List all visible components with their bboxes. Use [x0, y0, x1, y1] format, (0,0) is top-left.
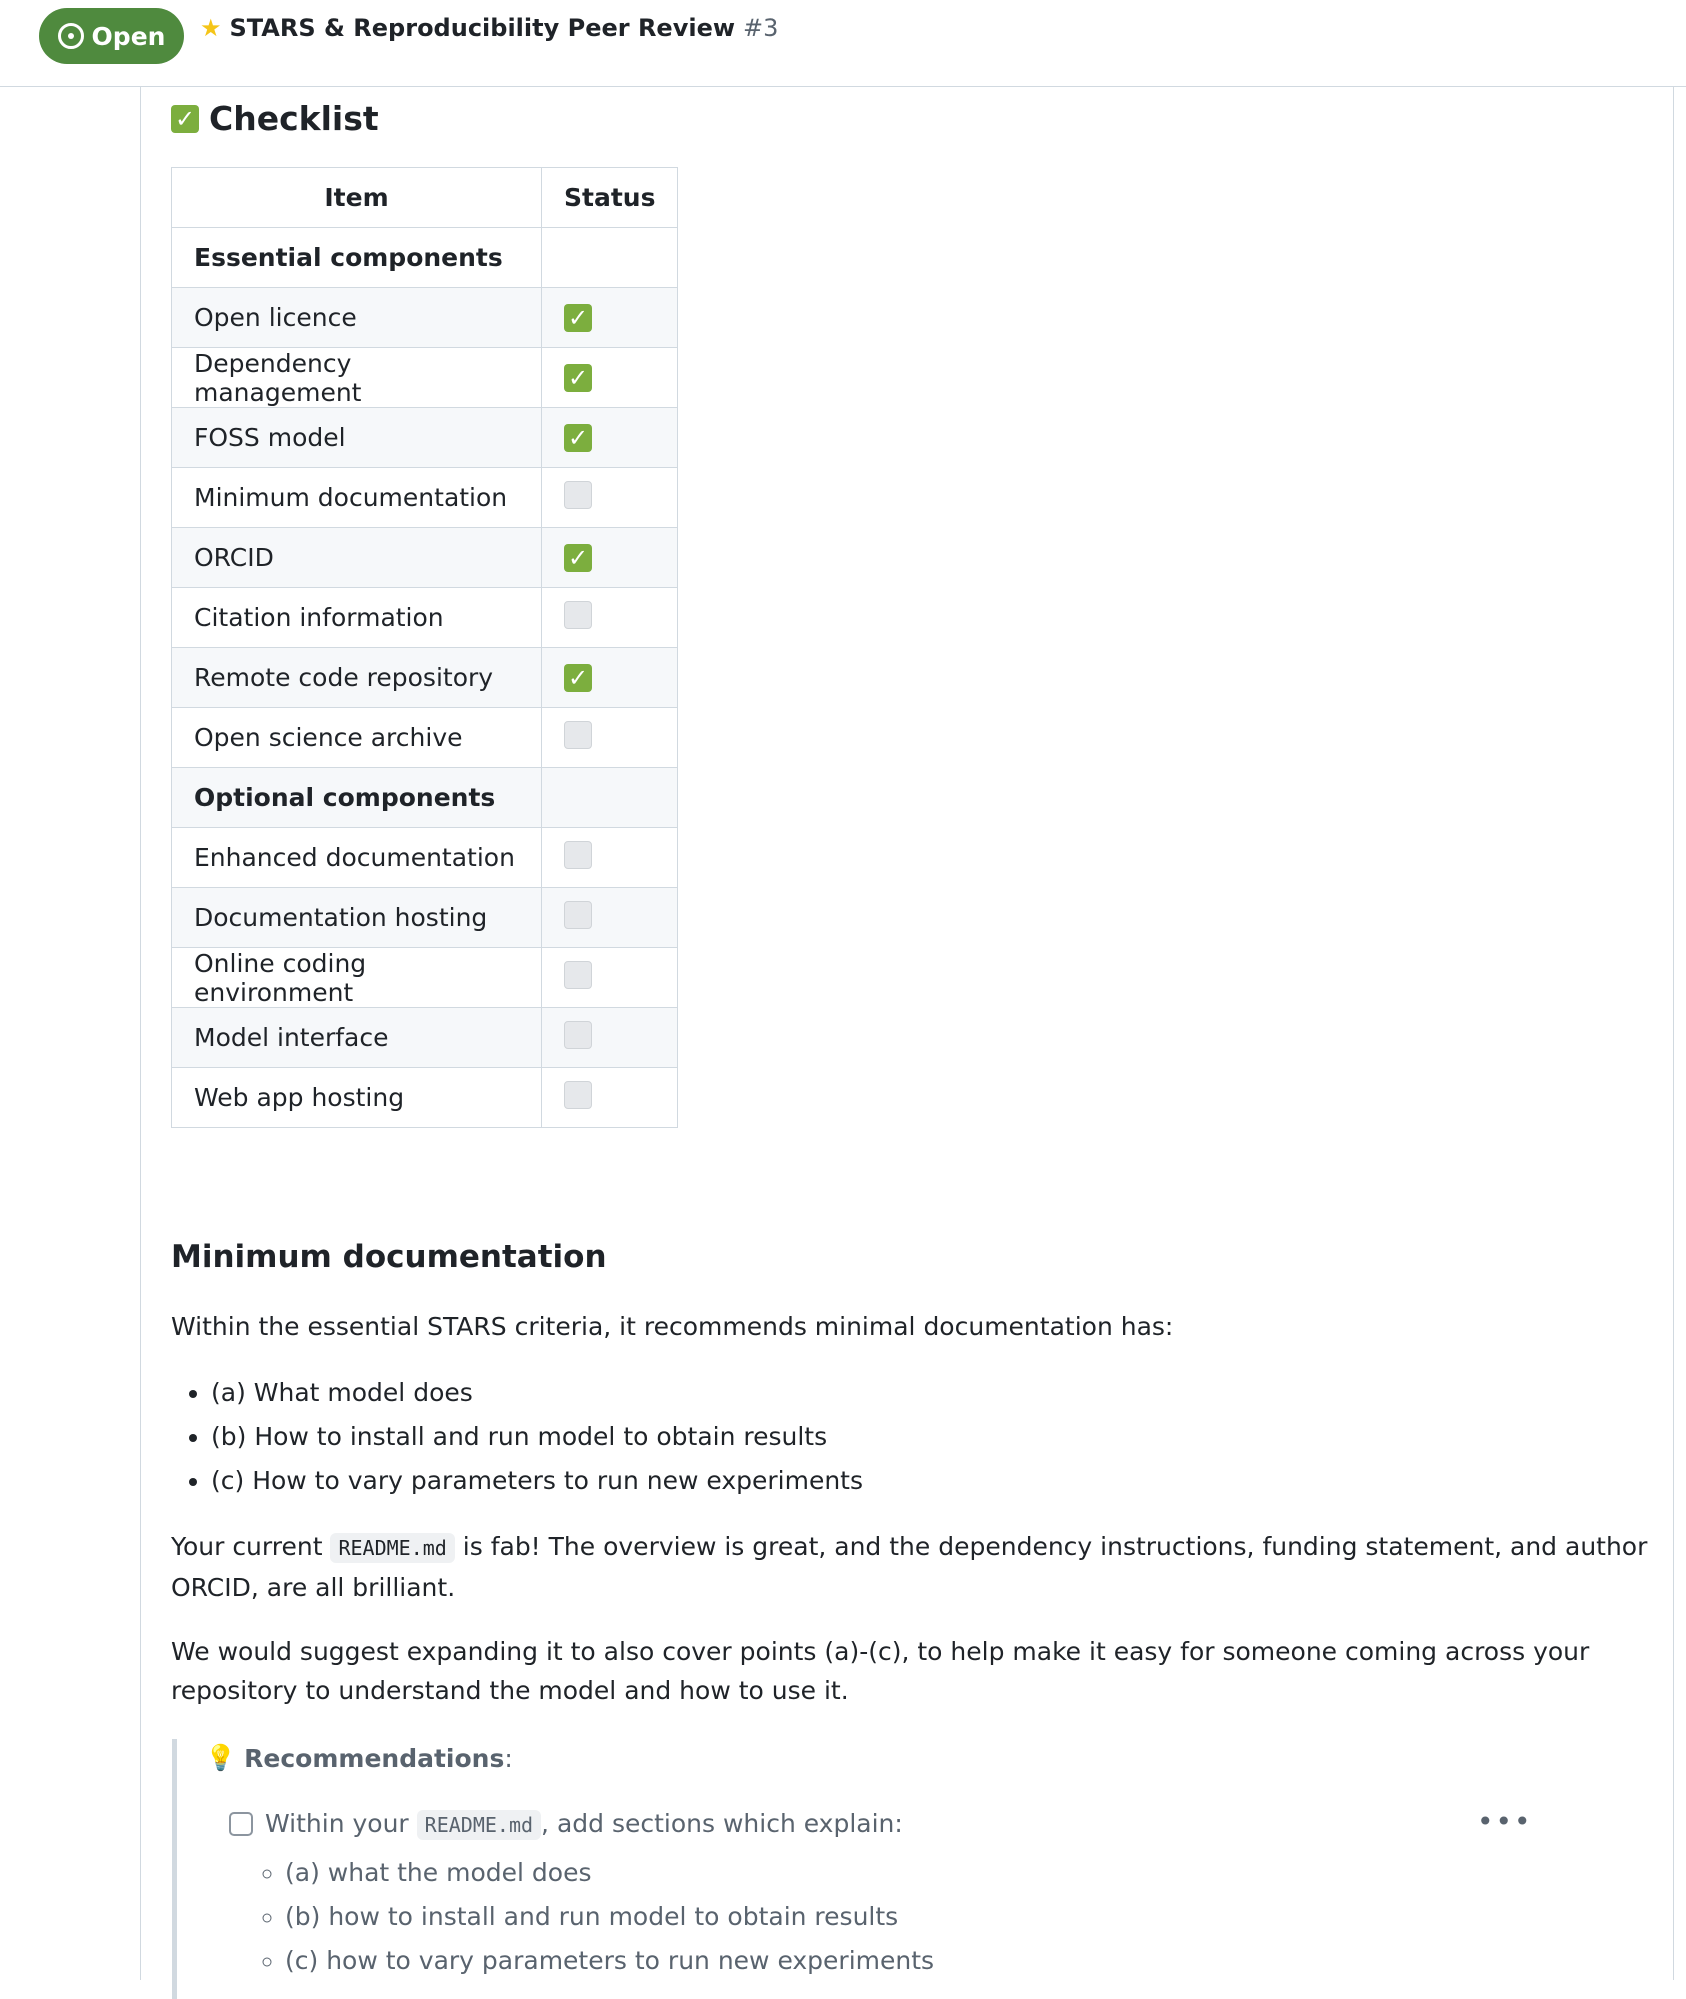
checklist-heading-text: Checklist	[209, 99, 379, 138]
item-label: FOSS model	[172, 408, 542, 468]
empty-square-icon	[564, 601, 592, 629]
item-label: ORCID	[172, 528, 542, 588]
suggestion-paragraph: We would suggest expanding it to also cover points (a)-(c), to help make it easy for someone coming across your repository to understand the model and how to use it.	[171, 1637, 1590, 1705]
status-cell	[542, 768, 678, 828]
item-label: Online coding environment	[172, 948, 542, 1008]
inline-code: README.md	[330, 1533, 454, 1563]
check-mark-icon: ✓	[564, 664, 592, 692]
lightbulb-icon: 💡	[205, 1743, 237, 1772]
empty-square-icon	[564, 841, 592, 869]
check-mark-icon: ✓	[564, 544, 592, 572]
task-sublist	[285, 1851, 934, 1983]
item-label: Dependency management	[172, 348, 542, 408]
recommendations-heading	[205, 1743, 513, 1773]
check-mark-icon: ✓	[564, 304, 592, 332]
text: is fab! The overview is great, and the dependency instructions, funding statement, and author ORCID, are all brilliant.	[171, 1532, 1648, 1602]
table-row	[172, 288, 678, 348]
text: Your current	[171, 1532, 331, 1561]
list-item: • (a) What model does	[211, 1371, 863, 1415]
task-checkbox[interactable]	[229, 1812, 253, 1836]
status-cell	[542, 1068, 678, 1128]
issue-open-icon	[58, 23, 84, 49]
item-label: Open licence	[172, 288, 542, 348]
item-label: Essential components	[172, 228, 542, 288]
colon: :	[504, 1743, 513, 1773]
status-label: Open	[91, 21, 166, 51]
issue-header	[0, 0, 1686, 87]
table-group-row	[172, 228, 678, 288]
issue-title	[200, 14, 778, 42]
item-label: Model interface	[172, 1008, 542, 1068]
status-cell	[542, 408, 678, 468]
text: , add sections which explain:	[541, 1809, 903, 1838]
recommendations-blockquote	[172, 1739, 1652, 1999]
item-label: Open science archive	[172, 708, 542, 768]
empty-square-icon	[564, 481, 592, 509]
status-cell	[542, 708, 678, 768]
inline-code: README.md	[417, 1810, 541, 1840]
empty-square-icon	[564, 961, 592, 989]
check-mark-icon: ✓	[171, 105, 199, 133]
issue-title-text: STARS & Reproducibility Peer Review	[229, 14, 736, 42]
table-group-row	[172, 768, 678, 828]
table-row	[172, 1068, 678, 1128]
list-item: ◦ (b) how to install and run model to obtain results	[285, 1895, 934, 1939]
status-badge	[39, 8, 184, 64]
empty-square-icon	[564, 901, 592, 929]
empty-square-icon	[564, 1021, 592, 1049]
more-options-icon[interactable]: •••	[1477, 1805, 1533, 1838]
item-label: Minimum documentation	[172, 468, 542, 528]
table-row	[172, 828, 678, 888]
status-cell	[542, 588, 678, 648]
issue-body	[140, 87, 1674, 1980]
checklist-heading	[171, 99, 379, 138]
section-heading: Minimum documentation	[171, 1239, 607, 1275]
checklist-table	[171, 167, 678, 1128]
empty-square-icon	[564, 721, 592, 749]
criteria-list	[211, 1371, 863, 1503]
table-row	[172, 948, 678, 1008]
item-label: Optional components	[172, 768, 542, 828]
text: Within your	[265, 1809, 417, 1838]
item-label: Citation information	[172, 588, 542, 648]
issue-number: #3	[743, 14, 779, 42]
status-cell	[542, 288, 678, 348]
table-row	[172, 888, 678, 948]
status-cell	[542, 228, 678, 288]
status-cell	[542, 648, 678, 708]
status-cell	[542, 828, 678, 888]
column-header-item: Item	[172, 168, 542, 228]
item-label: Documentation hosting	[172, 888, 542, 948]
status-cell	[542, 888, 678, 948]
table-row	[172, 528, 678, 588]
recommendations-label: Recommendations	[244, 1743, 505, 1773]
table-row	[172, 348, 678, 408]
task-item	[229, 1809, 903, 1838]
readme-paragraph	[171, 1527, 1651, 1607]
status-cell	[542, 348, 678, 408]
check-mark-icon: ✓	[564, 424, 592, 452]
status-cell	[542, 468, 678, 528]
table-row	[172, 1008, 678, 1068]
status-cell	[542, 948, 678, 1008]
item-label: Web app hosting	[172, 1068, 542, 1128]
item-label: Remote code repository	[172, 648, 542, 708]
star-icon: ★	[200, 14, 222, 42]
empty-square-icon	[564, 1081, 592, 1109]
status-cell	[542, 528, 678, 588]
table-row	[172, 588, 678, 648]
check-mark-icon: ✓	[564, 364, 592, 392]
list-item: • (c) How to vary parameters to run new experiments	[211, 1459, 863, 1503]
list-item: • (b) How to install and run model to obtain results	[211, 1415, 863, 1459]
list-item: ◦ (c) how to vary parameters to run new experiments	[285, 1939, 934, 1983]
status-cell	[542, 1008, 678, 1068]
item-label: Enhanced documentation	[172, 828, 542, 888]
column-header-status: Status	[542, 168, 678, 228]
list-item: ◦ (a) what the model does	[285, 1851, 934, 1895]
table-row	[172, 468, 678, 528]
table-row	[172, 648, 678, 708]
intro-paragraph: Within the essential STARS criteria, it recommends minimal documentation has:	[171, 1312, 1174, 1341]
table-row	[172, 708, 678, 768]
table-row	[172, 408, 678, 468]
